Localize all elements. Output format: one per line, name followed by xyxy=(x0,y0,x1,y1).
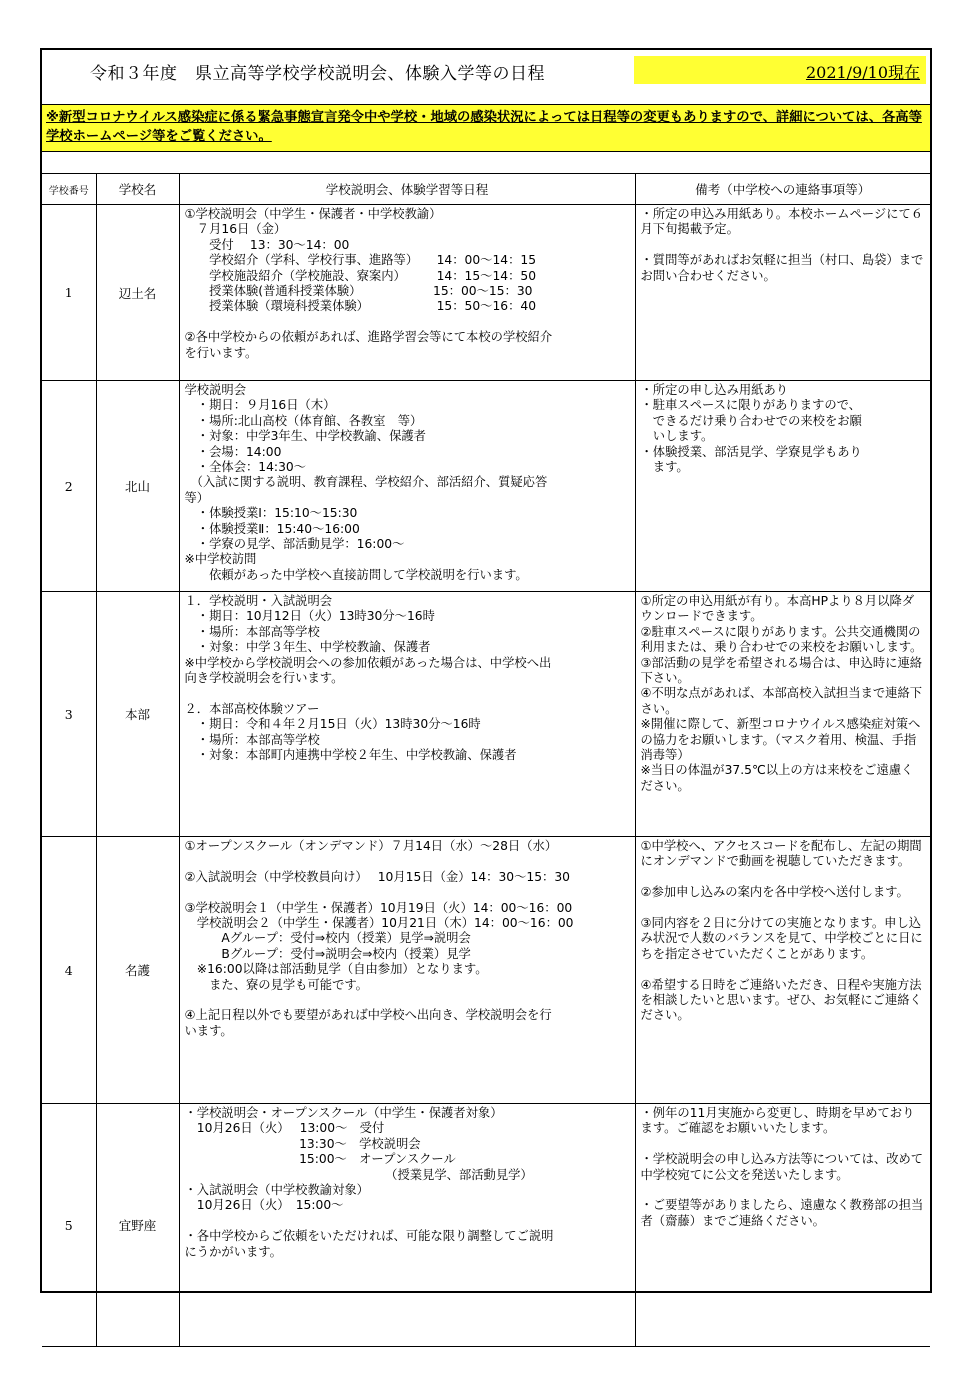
schedule-line: ※中学校から学校説明会への参加依頼があった場合は、中学校へ出 xyxy=(184,655,552,670)
table-body xyxy=(42,205,930,1347)
table-row xyxy=(42,837,930,1104)
table-header-row xyxy=(42,174,930,205)
schedule-line: ７月16日（金） xyxy=(184,222,287,237)
schedule-line: 13:30～ 学校説明会 xyxy=(184,1136,421,1151)
schedule-line: 学校施設紹介（学校施設、寮案内） 14：15～14：50 xyxy=(184,268,537,283)
schedule-line xyxy=(185,686,630,701)
schedule-line: ・全体会：14:30～ xyxy=(184,460,307,475)
schedule-cell xyxy=(179,381,635,592)
schedule-cell xyxy=(179,837,635,1104)
schedule-table xyxy=(42,173,930,1347)
school-number: 1 xyxy=(42,205,96,381)
schedule-line: 学校紹介（学科、学校行事、進路等） 14：00～14：15 xyxy=(184,253,537,268)
schedule-sheet xyxy=(40,48,932,1293)
notes-cell xyxy=(635,1104,930,1347)
schedule-line: ・学寮の見学、部活動見学：16:00～ xyxy=(184,537,405,552)
schedule-line: ・会場：14:00 xyxy=(184,444,282,459)
note-line: ④希望する日時をご連絡いただき、日程や実施方法を相談したいと思います。ぜひ、お気軽にご連絡ください。 xyxy=(640,977,922,1023)
table-row xyxy=(42,1104,930,1347)
note-line xyxy=(641,962,926,977)
schedule-line: 15:00～ オープンスクール xyxy=(184,1152,456,1167)
schedule-line: ②各中学校からの依頼があれば、進路学習会等にて本校の学校紹介 xyxy=(184,330,553,345)
schedule-line xyxy=(185,885,630,900)
schedule-line: （入試に関する説明、教育課程、学校紹介、部活紹介、質疑応答 xyxy=(184,475,548,490)
schedule-line: ②入試説明会（中学校教員向け） 10月15日（金）14：30～15：30 xyxy=(184,869,570,884)
school-name: 辺土名 xyxy=(96,205,179,381)
schedule-line: ④上記日程以外でも要望があれば中学校へ出向き、学校説明会を行 xyxy=(184,1008,552,1023)
table-row xyxy=(42,205,930,381)
note-line: いします。 xyxy=(640,429,714,444)
title-row xyxy=(42,50,930,90)
schedule-line: 向き学校説明会を行います。 xyxy=(184,671,344,686)
date-badge xyxy=(634,56,926,84)
note-line: ※当日の体温が37.5℃以上の方は来校をご遠慮ください。 xyxy=(640,763,914,793)
school-number: 5 xyxy=(42,1104,96,1347)
schedule-line: います。 xyxy=(184,1023,233,1038)
table-row xyxy=(42,381,930,592)
schedule-line: 授業体験(普通科授業体験） 15：00～15：30 xyxy=(184,284,533,299)
school-name: 名護 xyxy=(96,837,179,1104)
schedule-line: ・各中学校からご依頼をいただければ、可能な限り調整してご説明 xyxy=(184,1229,554,1244)
page-title: 令和３年度 県立高等学校学校説明会、体験入学等の日程 xyxy=(90,64,545,84)
note-line: ①所定の申込用紙が有り。本高HPより８月以降ダウンロードできます。 xyxy=(640,594,915,624)
notes-cell xyxy=(635,205,930,381)
schedule-line xyxy=(185,315,630,330)
note-line: ※開催に際して、新型コロナウイルス感染症対策への協力をお願いします。（マスク着用、検温、手指消毒等） xyxy=(640,717,921,763)
note-line: ②参加申し込みの案内を各中学校へ送付します。 xyxy=(640,885,909,900)
schedule-line xyxy=(185,854,630,869)
school-number: 4 xyxy=(42,837,96,1104)
schedule-line: ・期日：10月12日（火）13時30分～16時 xyxy=(184,609,435,624)
schedule-line: （授業見学、部活動見学） xyxy=(184,1167,533,1182)
schedule-line: ①学校説明会（中学生・保護者・中学校教諭） xyxy=(184,207,442,221)
schedule-line xyxy=(185,1214,630,1229)
schedule-line: ・場所：本部高等学校 xyxy=(184,624,320,639)
note-line: ③同内容を２日に分けての実施となります。申し込み状況で人数のバランスを見て、中学校ごとに日にちを指定させていただくことがあります。 xyxy=(640,916,923,961)
schedule-cell xyxy=(179,205,635,381)
note-line: ・所定の申込み用紙あり。本校ホームページにて６月下旬掲載予定。 xyxy=(640,207,924,237)
table-row xyxy=(42,592,930,837)
note-line xyxy=(641,1137,926,1152)
note-line xyxy=(641,1183,926,1198)
schedule-line: ・体験授業Ⅰ：15:10～15:30 xyxy=(184,506,358,521)
schedule-line: 10月26日（火） 13:00～ 受付 xyxy=(184,1121,385,1136)
schedule-line: ①オープンスクール（オンデマンド）７月14日（水）～28日（水） xyxy=(184,839,558,853)
note-line: ・所定の申し込み用紙あり xyxy=(640,383,789,397)
schedule-line: ・期日：９月16日（木） xyxy=(184,398,336,413)
header-notes: 備考（中学校への連絡事項等） xyxy=(635,174,930,205)
schedule-cell xyxy=(179,1104,635,1347)
schedule-line: ③学校説明会１（中学生・保護者）10月19日（火）14：00～16：00 xyxy=(184,900,573,915)
schedule-line: にうかがいます。 xyxy=(184,1244,282,1259)
schedule-line: ・対象：中学3年生、中学校教諭、保護者 xyxy=(184,429,426,444)
schedule-line: ・学校説明会・オープンスクール（中学生・保護者対象） xyxy=(184,1106,503,1120)
header-school-number: 学校番号 xyxy=(42,174,96,205)
schedule-line xyxy=(185,993,630,1008)
header-schedule: 学校説明会、体験学習等日程 xyxy=(179,174,635,205)
schedule-line: ・対象：中学３年生、中学校教諭、保護者 xyxy=(184,640,431,655)
schedule-line: 学校説明会２（中学生・保護者）10月21日（木）14：00～16：00 xyxy=(184,916,574,930)
schedule-line: を行います。 xyxy=(184,345,258,360)
note-line: ・ご要望等がありましたら、遠慮なく教務部の担当者（齋藤）までご連絡ください。 xyxy=(640,1198,924,1228)
spacer-row xyxy=(42,152,930,174)
note-line: ④不明な点があれば、本部高校入試担当まで連絡下さい。 xyxy=(640,686,923,716)
notes-cell xyxy=(635,837,930,1104)
note-line: ・例年の11月実施から変更し、時期を早めております。ご確認をお願いいたします。 xyxy=(640,1106,915,1136)
school-number: 2 xyxy=(42,381,96,592)
note-line: ①中学校へ、アクセスコードを配布し、左記の期間にオンデマンドで動画を視聴していただきます。 xyxy=(640,839,922,869)
note-line xyxy=(641,238,926,253)
schedule-line: ・期日：令和４年２月15日（火）13時30分～16時 xyxy=(184,717,481,732)
school-name: 北山 xyxy=(96,381,179,592)
schedule-cell xyxy=(179,592,635,837)
schedule-line: ・対象：本部町内連携中学校２年生、中学校教諭、保護者 xyxy=(184,748,517,763)
schedule-line: ２．本部高校体験ツアー xyxy=(184,701,320,716)
schedule-line: ・場所：本部高等学校 xyxy=(184,732,320,747)
schedule-line: 10月26日（火） 15:00～ xyxy=(184,1198,344,1213)
schedule-line: Bグループ：受付⇒説明会⇒校内（授業）見学 xyxy=(184,946,471,961)
note-line: できるだけ乗り合わせでの来校をお願 xyxy=(640,413,862,428)
schedule-line: ・入試説明会（中学校教諭対象） xyxy=(184,1183,369,1198)
as-of-date: 2021/9/10現在 xyxy=(805,63,920,82)
schedule-line: 等） xyxy=(184,490,210,505)
header-school-name: 学校名 xyxy=(96,174,179,205)
schedule-line: ※16:00以降は部活動見学（自由参加）となります。 xyxy=(184,962,488,977)
schedule-line: 依頼があった中学校へ直接訪問して学校説明を行います。 xyxy=(184,567,528,582)
note-line: ・質問等があればお気軽に担当（村口、島袋）までお問い合わせください。 xyxy=(640,253,924,283)
schedule-line: Aグループ：受付⇒校内（授業）見学⇒説明会 xyxy=(184,931,471,946)
school-name: 本部 xyxy=(96,592,179,837)
schedule-line: ・体験授業Ⅱ：15:40～16:00 xyxy=(184,521,360,536)
schedule-line: また、寮の見学も可能です。 xyxy=(184,977,368,992)
schedule-line: 授業体験（環境科授業体験） 15：50～16：40 xyxy=(184,299,537,314)
notes-cell xyxy=(635,381,930,592)
notice-text: ※新型コロナウイルス感染症に係る緊急事態宣言発令中や学校・地域の感染状況によっては日程等の変更もありますので、詳細については、各高等学校ホームページ等をご覧ください。 xyxy=(46,110,922,144)
schedule-line: ※中学校訪問 xyxy=(184,552,257,567)
note-line xyxy=(641,901,926,916)
note-line: ②駐車スペースに限りがあります。公共交通機関の利用または、乗り合わせでの来校をお願いします。 xyxy=(640,624,923,655)
schedule-line: 受付 13：30～14：00 xyxy=(184,237,350,252)
school-number: 3 xyxy=(42,592,96,837)
notice-banner xyxy=(42,104,930,152)
schedule-line: 学校説明会 xyxy=(184,383,246,397)
note-line: ・学校説明会の申し込み方法等については、改めて中学校宛てに公文を発送いたします。 xyxy=(640,1152,924,1182)
school-name: 宜野座 xyxy=(96,1104,179,1347)
note-line: ③部活動の見学を希望される場合は、申込時に連絡下さい。 xyxy=(640,655,923,686)
note-line xyxy=(641,870,926,885)
schedule-line: １．学校説明・入試説明会 xyxy=(184,594,333,608)
note-line: ・駐車スペースに限りがありますので、 xyxy=(640,398,861,413)
notes-cell xyxy=(635,592,930,837)
schedule-line: ・場所:北山高校（体育館、各教室 等） xyxy=(184,413,423,428)
note-line: ます。 xyxy=(640,460,689,475)
note-line: ・体験授業、部活見学、学寮見学もあり xyxy=(640,444,862,459)
